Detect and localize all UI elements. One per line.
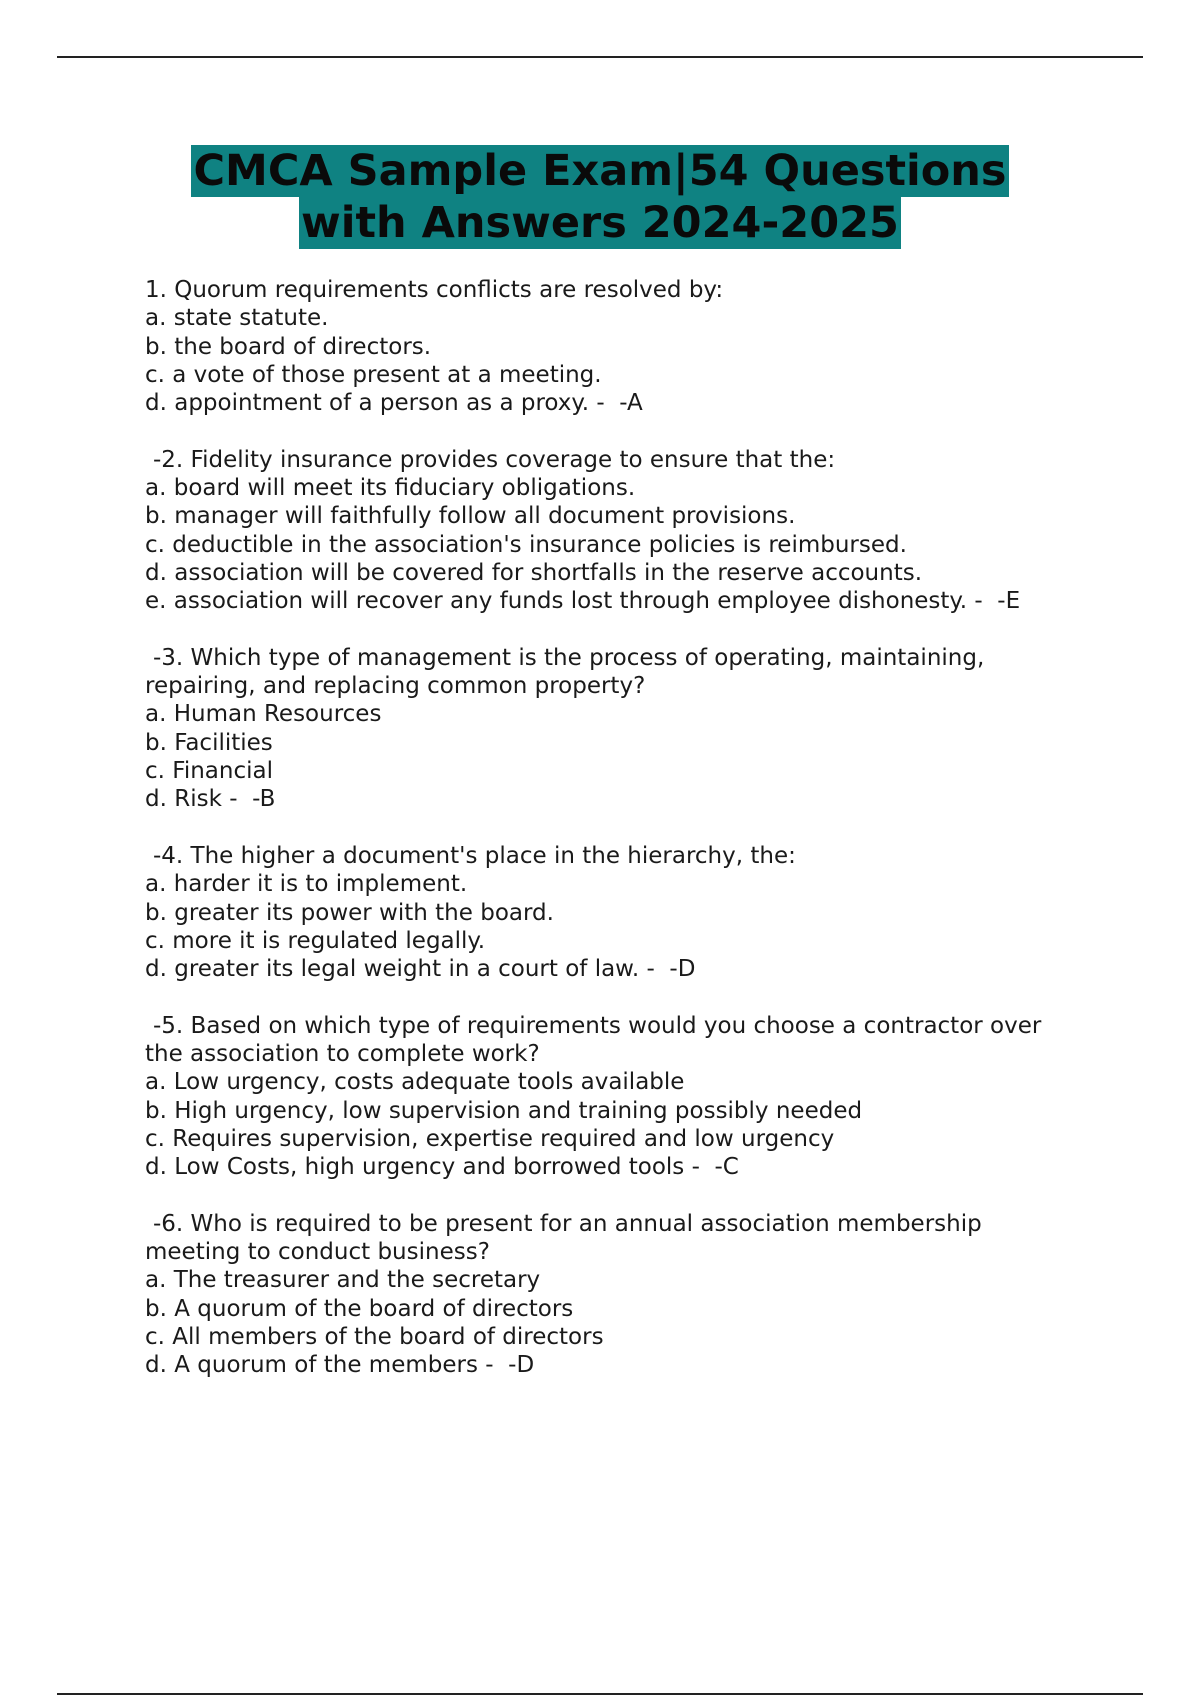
option-a: a. state statute.: [145, 305, 329, 332]
document-title: [0, 145, 1200, 249]
option-b: b. Facilities: [145, 729, 273, 756]
option-a: a. The treasurer and the secretary: [145, 1267, 541, 1294]
option-d: d. appointment of a person as a proxy. - -A: [145, 390, 643, 417]
question-text: -3. Which type of management is the process of operating, maintaining,: [153, 644, 985, 671]
question-text-cont: the association to complete work?: [145, 1041, 540, 1068]
option-a: a. Low urgency, costs adequate tools available: [145, 1069, 685, 1096]
option-d: d. association will be covered for shortfalls in the reserve accounts.: [145, 559, 923, 586]
questions-list: [145, 276, 1145, 1408]
question-text: 1. Quorum requirements conflicts are resolved by:: [145, 277, 724, 303]
question-1: [145, 276, 1145, 417]
option-c: c. All members of the board of directors: [145, 1323, 604, 1350]
question-6: [145, 1210, 1145, 1380]
option-c: c. deductible in the association's insurance policies is reimbursed.: [145, 531, 907, 558]
question-4: [145, 842, 1145, 983]
question-3: [145, 644, 1145, 814]
top-rule: [57, 56, 1143, 58]
question-text-cont: repairing, and replacing common property?: [145, 673, 646, 700]
option-c: c. a vote of those present at a meeting.: [145, 361, 602, 388]
option-b: b. the board of directors.: [145, 333, 432, 360]
option-a: a. board will meet its fiduciary obligations.: [145, 475, 636, 502]
option-b: b. High urgency, low supervision and training possibly needed: [145, 1097, 863, 1124]
option-b: b. manager will faithfully follow all document provisions.: [145, 503, 796, 530]
option-c: c. more it is regulated legally.: [145, 927, 486, 954]
option-e: e. association will recover any funds lost through employee dishonesty. - -E: [145, 588, 1021, 615]
title-line-2: with Answers 2024-2025: [301, 198, 899, 248]
option-b: b. A quorum of the board of directors: [145, 1295, 574, 1322]
option-c: c. Financial: [145, 758, 273, 785]
option-a: a. harder it is to implement.: [145, 871, 468, 898]
option-d: d. Low Costs, high urgency and borrowed tools - -C: [145, 1154, 739, 1181]
bottom-rule: [57, 1693, 1143, 1695]
question-5: [145, 1012, 1145, 1182]
option-d: d. A quorum of the members - -D: [145, 1352, 535, 1379]
option-d: d. greater its legal weight in a court of law. - -D: [145, 956, 696, 983]
question-2: [145, 446, 1145, 616]
option-a: a. Human Resources: [145, 701, 382, 728]
title-line-1: CMCA Sample Exam|54 Questions: [193, 146, 1007, 196]
question-text: -2. Fidelity insurance provides coverage to ensure that the:: [153, 446, 836, 473]
option-d: d. Risk - -B: [145, 786, 276, 813]
option-c: c. Requires supervision, expertise required and low urgency: [145, 1125, 835, 1152]
option-b: b. greater its power with the board.: [145, 899, 554, 926]
question-text-cont: meeting to conduct business?: [145, 1239, 490, 1266]
question-text: -6. Who is required to be present for an annual association membership: [153, 1210, 982, 1237]
question-text: -5. Based on which type of requirements would you choose a contractor over: [153, 1012, 1042, 1039]
question-text: -4. The higher a document's place in the hierarchy, the:: [153, 842, 796, 869]
